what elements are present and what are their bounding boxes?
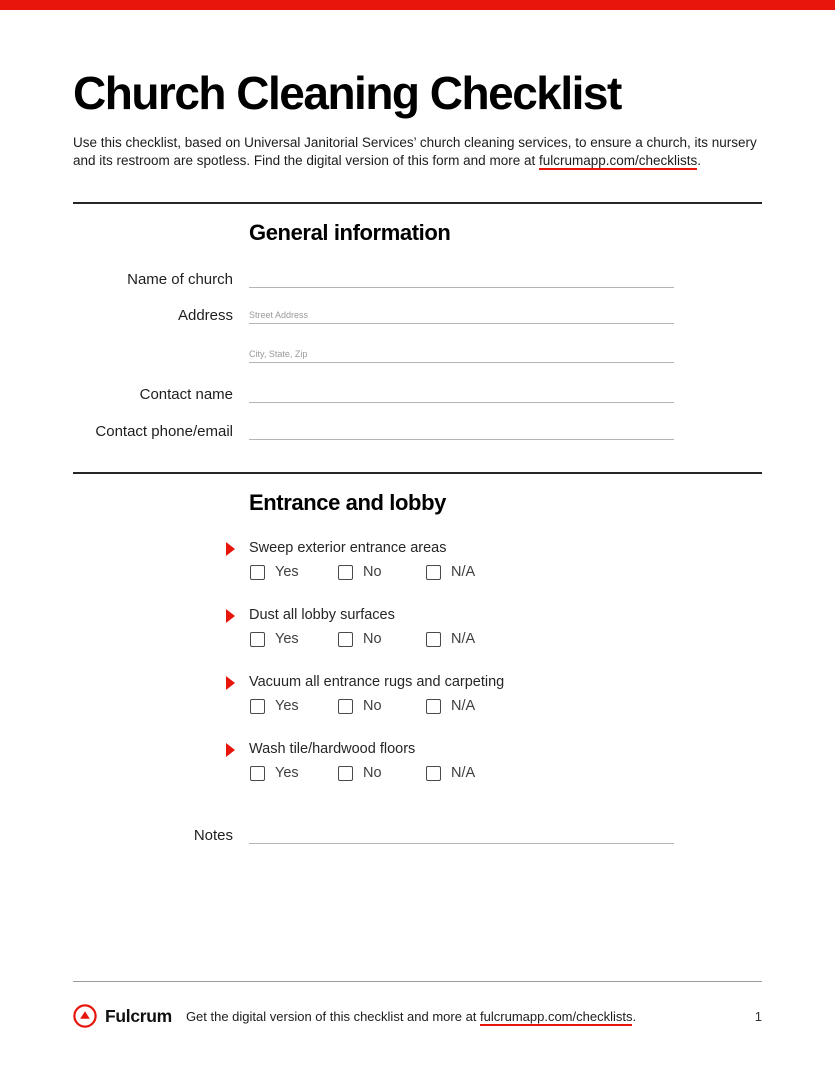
street-address-placeholder: Street Address — [249, 310, 309, 320]
red-triangle-bullet-icon — [226, 743, 235, 757]
options-row — [226, 631, 762, 648]
address-label: Address — [177, 307, 233, 324]
fulcrum-logo-icon — [73, 1004, 97, 1028]
intro-text — [73, 134, 757, 170]
no-label: No — [363, 765, 382, 781]
fulcrum-wordmark: Fulcrum — [105, 1005, 172, 1026]
option-no[interactable] — [338, 564, 426, 581]
no-label: No — [363, 698, 382, 714]
options-row — [226, 698, 762, 715]
na-label: N/A — [451, 631, 476, 647]
question-row — [226, 674, 762, 691]
option-yes[interactable] — [250, 564, 338, 581]
no-checkbox[interactable] — [338, 766, 353, 781]
na-label: N/A — [451, 564, 476, 580]
question-text: Dust all lobby surfaces — [249, 607, 395, 623]
yes-label: Yes — [275, 564, 299, 580]
option-na[interactable] — [426, 765, 514, 782]
yes-checkbox[interactable] — [250, 632, 265, 647]
yes-label: Yes — [275, 698, 299, 714]
form-row-name-of-church — [73, 271, 762, 288]
name-of-church-label: Name of church — [127, 271, 233, 288]
street-address-field[interactable] — [249, 307, 674, 324]
contact-phone-email-field[interactable] — [249, 423, 674, 440]
question-row — [226, 540, 762, 557]
options-row — [226, 564, 762, 581]
yes-checkbox[interactable] — [250, 565, 265, 580]
checklists-link[interactable]: fulcrumapp.com/checklists — [538, 153, 698, 168]
section-divider — [73, 202, 762, 204]
yes-label: Yes — [275, 631, 299, 647]
top-accent-bar — [0, 0, 835, 10]
question-text: Sweep exterior entrance areas — [249, 540, 447, 556]
form-row-contact-phone-email — [73, 423, 762, 440]
name-of-church-field[interactable] — [249, 271, 674, 288]
page-number: 1 — [754, 1008, 762, 1024]
yes-checkbox[interactable] — [250, 699, 265, 714]
checklist-item-wash-floors — [226, 741, 762, 782]
contact-name-label: Contact name — [139, 386, 233, 403]
yes-checkbox[interactable] — [250, 766, 265, 781]
na-checkbox[interactable] — [426, 766, 441, 781]
no-label: No — [363, 631, 382, 647]
intro-text-after-link: . — [697, 153, 702, 168]
na-checkbox[interactable] — [426, 699, 441, 714]
footer-checklists-link[interactable]: fulcrumapp.com/checklists — [480, 1008, 633, 1024]
question-row — [226, 607, 762, 624]
checklist-item-sweep-entrance — [226, 540, 762, 581]
city-state-zip-field[interactable] — [249, 346, 674, 363]
red-triangle-bullet-icon — [226, 676, 235, 690]
question-row — [226, 741, 762, 758]
option-no[interactable] — [338, 765, 426, 782]
red-triangle-bullet-icon — [226, 609, 235, 623]
na-label: N/A — [451, 698, 476, 714]
option-yes[interactable] — [250, 631, 338, 648]
question-text: Vacuum all entrance rugs and carpeting — [249, 674, 505, 690]
option-na[interactable] — [426, 698, 514, 715]
no-checkbox[interactable] — [338, 565, 353, 580]
checklist-item-dust-lobby — [226, 607, 762, 648]
option-na[interactable] — [426, 564, 514, 581]
no-label: No — [363, 564, 382, 580]
footer — [73, 1004, 762, 1028]
na-checkbox[interactable] — [426, 565, 441, 580]
footer-text-before-link: Get the digital version of this checklist and more at — [185, 1008, 481, 1024]
notes-field[interactable] — [249, 827, 674, 844]
form-row-address — [73, 307, 762, 363]
footer-text-after-link: . — [632, 1008, 637, 1024]
option-no[interactable] — [338, 631, 426, 648]
contact-name-field[interactable] — [249, 386, 674, 403]
checklist-item-vacuum-rugs — [226, 674, 762, 715]
intro-text-before-link: Use this checklist, based on Universal Janitorial Services’ church cleaning services, to ensure a church, its nursery and its restroom are spotless. Find the digital version of this form and more at — [73, 135, 757, 168]
question-text: Wash tile/hardwood floors — [249, 741, 416, 757]
no-checkbox[interactable] — [338, 632, 353, 647]
option-yes[interactable] — [250, 698, 338, 715]
yes-label: Yes — [275, 765, 299, 781]
option-no[interactable] — [338, 698, 426, 715]
contact-phone-email-label: Contact phone/email — [95, 423, 233, 440]
section-divider — [73, 472, 762, 474]
option-na[interactable] — [426, 631, 514, 648]
entrance-and-lobby-heading: Entrance and lobby — [249, 490, 446, 515]
form-row-notes — [73, 827, 762, 844]
city-state-zip-placeholder: City, State, Zip — [249, 349, 308, 359]
na-label: N/A — [451, 765, 476, 781]
notes-label: Notes — [193, 827, 233, 844]
options-row — [226, 765, 762, 782]
option-yes[interactable] — [250, 765, 338, 782]
general-information-heading: General information — [249, 220, 451, 245]
na-checkbox[interactable] — [426, 632, 441, 647]
no-checkbox[interactable] — [338, 699, 353, 714]
page-title: Church Cleaning Checklist — [73, 67, 621, 119]
footer-divider — [73, 981, 762, 982]
form-row-contact-name — [73, 386, 762, 403]
red-triangle-bullet-icon — [226, 542, 235, 556]
footer-text — [186, 1009, 636, 1024]
